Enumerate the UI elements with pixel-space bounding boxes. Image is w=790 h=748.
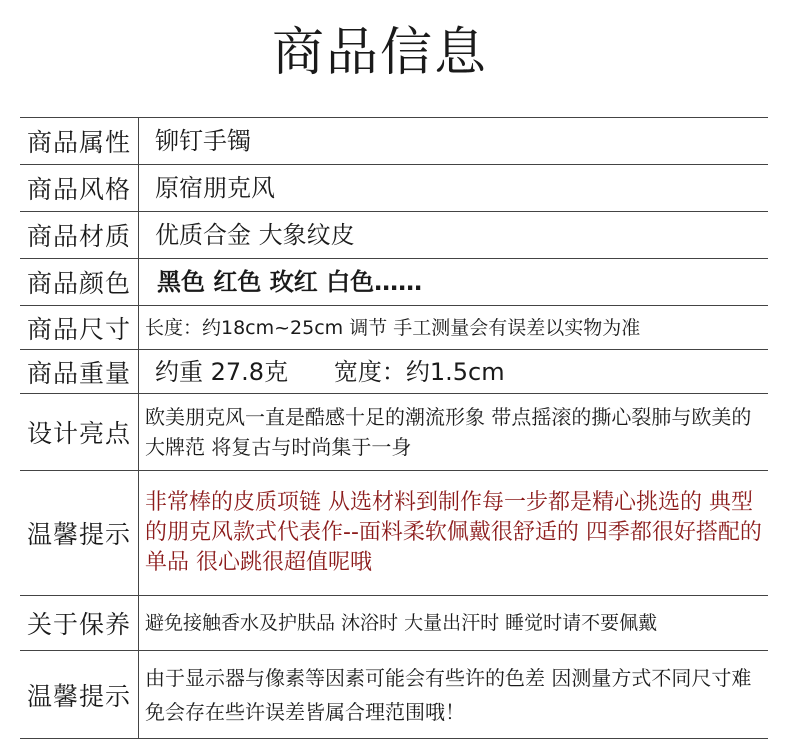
row-value: 黑色 红色 玫红 白色…… [157,268,423,296]
product-info-table [20,117,768,739]
row-label: 商品重量 [20,350,139,393]
row-attribute [20,118,768,165]
row-value: 铆钉手镯 [155,127,251,155]
row-label: 商品材质 [20,212,139,258]
row-warm-tip-2 [20,651,768,739]
row-label: 设计亮点 [20,394,139,470]
page-title: 商品信息 [271,23,488,83]
row-value: 优质合金 大象纹皮 [155,221,355,249]
row-design-highlight [20,394,768,471]
row-material [20,212,768,259]
row-label: 商品颜色 [20,259,139,305]
row-label: 温馨提示 [20,471,139,595]
row-value: 原宿朋克风 [155,174,275,202]
row-style [20,165,768,212]
row-value: 避免接触香水及护肤品 沐浴时 大量出汗时 睡觉时请不要佩戴 [145,612,658,634]
row-value: 长度：约18cm~25cm 调节 手工测量会有误差以实物为准 [145,316,641,339]
row-color [20,259,768,306]
row-label: 商品风格 [20,165,139,211]
row-maintenance [20,596,768,651]
row-value: 非常棒的皮质项链 从选材料到制作每一步都是精心挑选的 典型的朋克风款式代表作--面料柔软佩戴很舒适的 四季都很好搭配的单品 很心跳很超值呢哦 [145,490,762,575]
row-value: 欧美朋克风一直是酷感十足的潮流形象 带点摇滚的撕心裂肺与欧美的大牌范 将复古与时尚集于一身 [145,405,752,459]
row-warm-tip-1 [20,471,768,596]
row-value: 由于显示器与像素等因素可能会有些许的色差 因测量方式不同尺寸难免会存在些许误差皆属合理范围哦！ [145,665,752,724]
row-label: 温馨提示 [20,651,139,738]
row-value: 约重 27.8克 宽度：约1.5cm [155,357,505,386]
row-label: 商品尺寸 [20,306,139,349]
row-weight [20,350,768,394]
row-label: 商品属性 [20,118,139,164]
row-size [20,306,768,350]
row-label: 关于保养 [20,596,139,650]
